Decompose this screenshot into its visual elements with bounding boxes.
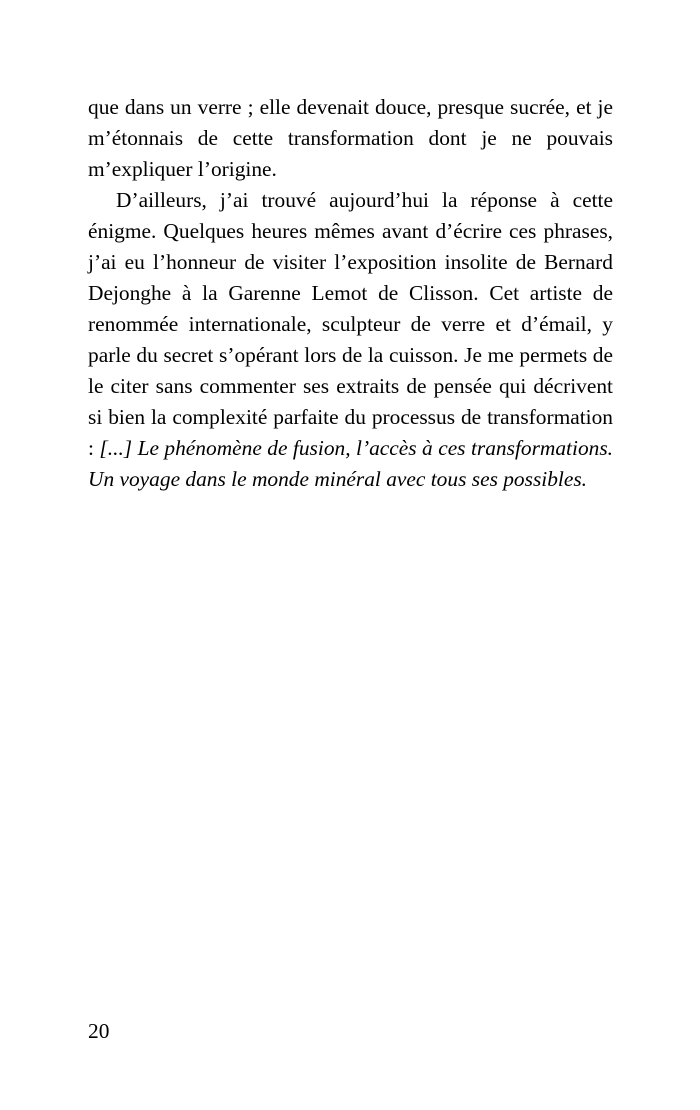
page-body <box>88 92 613 495</box>
paragraph-1: que dans un verre ; elle devenait douce, presque sucrée, et je m’étonnais de cette transformation dont je ne pouvais m’expliquer l’origine. <box>88 95 613 181</box>
artist-quote: [...] Le phénomène de fusion, l’accès à ces transformations. Un voyage dans le monde minéral avec tous ses possibles. <box>88 436 614 491</box>
paragraph-2 <box>88 185 613 495</box>
page-number: 20 <box>88 1019 110 1043</box>
paragraph-2-text: D’ailleurs, j’ai trouvé aujourd’hui la réponse à cette énigme. Quelques heures mêmes avant d’écrire ces phrases, j’ai eu l’honneur de visiter l’exposition insolite de Bernard Dejonghe à la Garenne Lemot de Clisson. Cet artiste de renommée internationale, sculpteur de verre et d’émail, y parle du secret s’opérant lors de la cuisson. Je me permets de le citer sans commenter ses extraits de pensée qui décrivent si bien la complexité parfaite du processus de transformation : <box>88 188 613 460</box>
